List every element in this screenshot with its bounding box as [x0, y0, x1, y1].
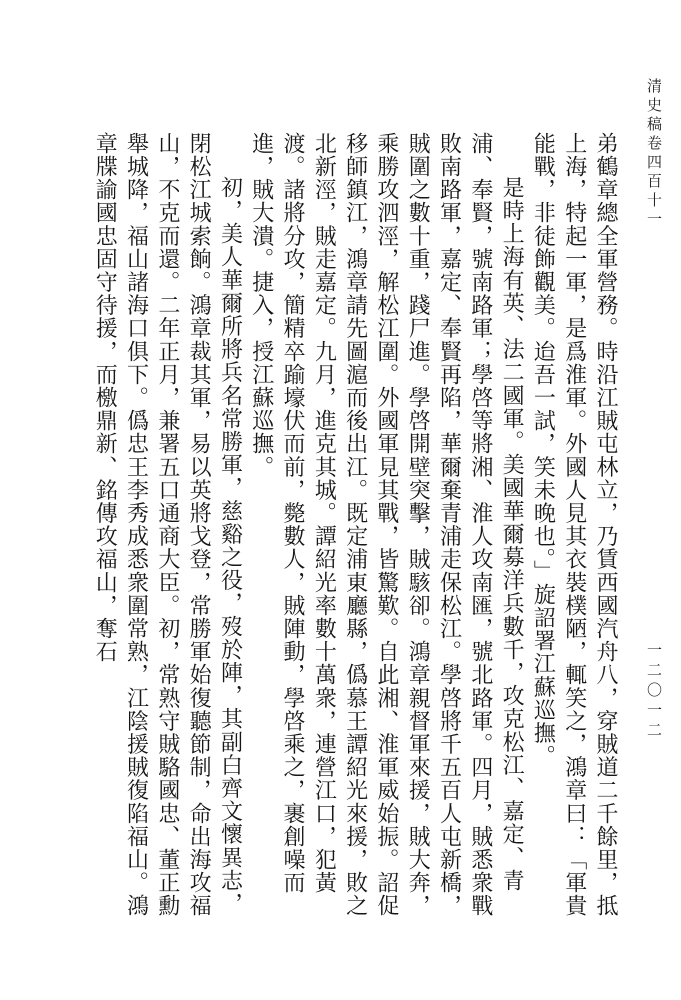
running-title: 清史稿卷四百十一: [645, 78, 663, 230]
body-text: [21, 132, 621, 932]
paragraph-3: 初，美人華爾所將兵名常勝軍，慈谿之役，歿於陣，其副白齊文懷異志，閉松江城索餉。鴻章裁其軍，易以英將戈登，常勝軍始復聽節制，命出海攻福山，不克而還。二年正月，兼署五口通商大臣。初，常熟守賊駱國忠、董正勳舉城降，福山諸海口俱下。僞忠王李秀成悉衆圍常熟，江陰援賊復陷福山。鴻章牒諭國忠固守待援，而檄鼎新、銘傳攻福山，奪石: [92, 132, 243, 918]
page-number: 一二〇一二: [645, 642, 663, 742]
paragraph-2: 是時上海有英、法二國軍。美國華爾募洋兵數千，攻克松江、嘉定、青浦、奉賢，號南路軍；學啓等將湘、淮人攻南匯，號北路軍。四月，賊悉衆戰敗南路軍，嘉定、奉賢再陷，華爾棄青浦走保松江。學啓將千五百人屯新橋，賊圍之數十重，踐尸進。學啓開壁突擊，賊駭卻。鴻章親督軍來援，賊大奔，乘勝攻泗涇，解松江圍。外國軍見其戰，皆驚歎。自此湘、淮軍威始振。詔促移師鎮江，鴻章請先圖滬而後出江。既定浦東廳縣，僞慕王譚紹光來援，敗之北新涇，賊走嘉定。九月，進克其城。譚紹光率數十萬衆，連營江口，犯黃渡。諸將分攻，簡精卒踰壕伏而前，斃數人，賊陣動，學啓乘之，裹創噪而進，賊大潰。捷入，授江蘇巡撫。: [248, 132, 525, 918]
paragraph-1: 弟鶴章總全軍營務。時沿江賊屯林立，乃賃西國汽舟八，穿賊道二千餘里，抵上海，特起一軍，是爲淮軍。外國人見其衣裝樸陋，輒笑之，鴻章曰：「軍貴能戰，非徒飾觀美。迨吾一試，笑未晚也。」旋詔署江蘇巡撫。: [530, 132, 618, 918]
